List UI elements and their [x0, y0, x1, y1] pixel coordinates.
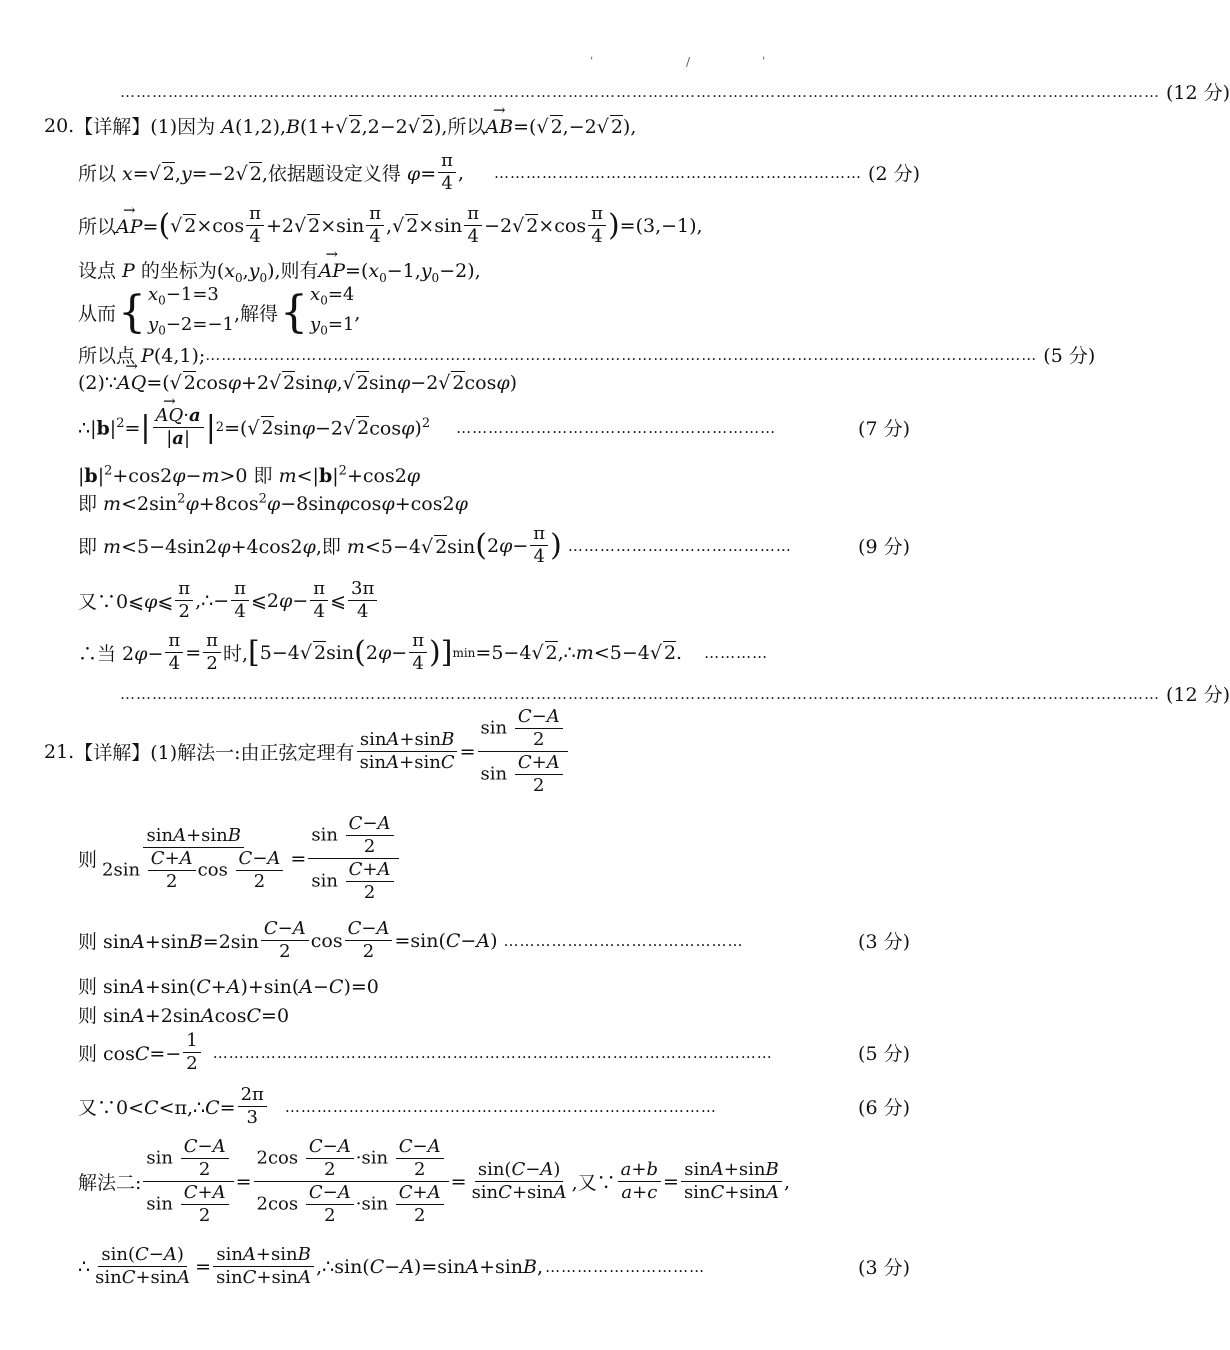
leader-line: …………………………………………………………………………………………………………………………………………………………………………… (12 分): [120, 78, 910, 105]
q21-line2: 则 sinA+sinB 2sin $\frac{C+A}{2}$ cos $\frac{C-A}{2}$ = sin $\frac{C-A}{2}$ sin $\frac{C+A}{2}$: [78, 813, 401, 904]
q21-line9: ∴ $\frac{\sin(C-A)}{\sin C+\sin A}$ = $\frac{\sin A+\sin B}{\sin C+\sin A}$ ,∴sin(C−A)=sinA+sinB, ………………………… (3 分): [78, 1244, 910, 1288]
q20-line1: [44, 112, 636, 139]
score-9: (9 分): [858, 536, 910, 558]
q21-line3: 则 sinA+sinB=2sin $\frac{C-A}{2}$ cos $\frac{C-A}{2}$ =sin(C−A) ……………………………………… (3 分): [78, 918, 910, 962]
q20-line12: 又∵0⩽φ⩽ $\frac{\pi}{2}$ ,∴− $\frac{\pi}{4}$ ⩽2φ− $\frac{\pi}{4}$ ⩽ $\frac{3\pi}{4}$: [78, 578, 379, 623]
q20-line11: 即 m<5−4sin2φ+4cos2φ,即 m<5−4√ 2sin ( 2φ− $\frac{\pi}{4}$ ) …………………………………… (9 分): [78, 523, 910, 567]
q21-line1: 21. 【详解】 (1)解法一:由正弦定理有 $\frac{\sin A+\sin B}{\sin A+\sin C}$ = sin $\frac{C-A}{2}$ sin $\frac{C+A}{2}$: [44, 706, 570, 797]
q20-line9: $|b|^2+\cos 2\varphi-m>0$ 即 $m<|b|^2+\cos 2\varphi$: [78, 463, 421, 487]
scan-mark: /: [686, 55, 691, 69]
q20-line10: 即 $m<2\sin^2\varphi+8\cos^2\varphi-8\sin\varphi\cos\varphi+\cos 2\varphi$: [78, 491, 468, 515]
q21-line7: 又∵0<C<π,∴C= $\frac{2\pi}{3}$ ……………………………………………………………………… (6 分): [78, 1084, 910, 1128]
q20-line5: 从而 { $x_0-1=3$ $y_0-2=-1$ ,解得 { $x_0=4$ $y_0=1$ ,: [78, 284, 361, 338]
q21-line8: 解法二: sin $\frac{C-A}{2}$ sin $\frac{C+A}{2}$ = 2cos $\frac{C-A}{2}$ ·sin $\frac{C-A}{2}$ 2cos $\frac{C-A}{2}$ ·sin $\frac{C+A}{2}$ = $\frac{\sin(C-A)}{\sin C+\sin A}$ ,又∵ $\frac{a+b}{a+c}$ = $\frac{\sin A+\sin B}{\sin C+\sin A}$ ,: [78, 1136, 791, 1226]
score-6: (6 分): [858, 1097, 910, 1119]
scan-mark: ˈ: [590, 55, 594, 69]
q21-line5: 则 sinA+2sinAcosC=0: [78, 1005, 290, 1027]
q20-line4: 设点 P 的坐标为$(x_0,y_0)$,则有→ $AP=(x_0-1,y_0-2)$,: [78, 256, 481, 285]
q21-tag: 【详解】: [74, 742, 151, 764]
q20-tag: 【详解】: [74, 116, 151, 138]
score-7: (7 分): [858, 418, 910, 440]
q20-part1-intro: (1)因为 A(1,2),B(1+√ 2,2−2√ 2),所以→ AB=(√ 2,−2√ 2),: [150, 112, 636, 139]
leader-line: …………………………………………………………………………………………………………………………………………………………………………… (12 分): [120, 680, 910, 707]
score-5: (5 分): [1043, 345, 1096, 367]
q21-line4: 则 sinA+sin(C+A)+sin(A−C)=0: [78, 976, 379, 998]
score-3b: (3 分): [858, 1257, 910, 1279]
score-5b: (5 分): [858, 1043, 910, 1065]
q20-line13: ∴当 2φ− $\frac{\pi}{4}$ = $\frac{\pi}{2}$ 时, [ 5−4√ 2sin ( 2φ− $\frac{\pi}{4}$ ) ] min =5−4√ 2,∴m<5−4√ 2. …………: [78, 630, 769, 674]
q20-line2: 所以 x=√ 2,y=−2√ 2,依据题设定义得 φ= $\frac{\pi}{4}$ , …………………………………………………………… (2 分): [78, 150, 920, 194]
q21-number: 21.: [44, 740, 75, 763]
q20-line8: $\therefore|b|^2=$ | → $\frac{AQ\cdot a}{|a|}$ | 2 =(√ 2sinφ−2√ 2cosφ)$^2$ …………………………………………………… (7 分): [78, 405, 910, 450]
q21-line6: 则 cosC=− $\frac{1}{2}$ …………………………………………………………………………………………… (5 分): [78, 1030, 910, 1074]
scan-mark: ˈ: [762, 55, 766, 69]
score-3: (3 分): [858, 931, 910, 953]
score-12b: (12 分): [1166, 684, 1230, 706]
score-12: (12 分): [1166, 82, 1230, 104]
q20-line6: 所以点 P(4,1); ………………………………………………………………………………………………………………………………………… (5 分): [78, 341, 910, 368]
q20-number: 20.: [44, 114, 75, 137]
q20-line7: (2)∵→ AQ=(√ 2cosφ+2√ 2sinφ,√ 2sinφ−2√ 2cosφ): [78, 372, 517, 394]
q20-line3: 所以→ AP= ( √ 2×cos $\frac{\pi}{4}$ +2√ 2×sin $\frac{\pi}{4}$ ,√ 2×sin $\frac{\pi}{4}$ −2√ 2×cos $\frac{\pi}{4}$ ) =(3,−1),: [78, 203, 703, 248]
score-2: (2 分): [868, 163, 920, 185]
